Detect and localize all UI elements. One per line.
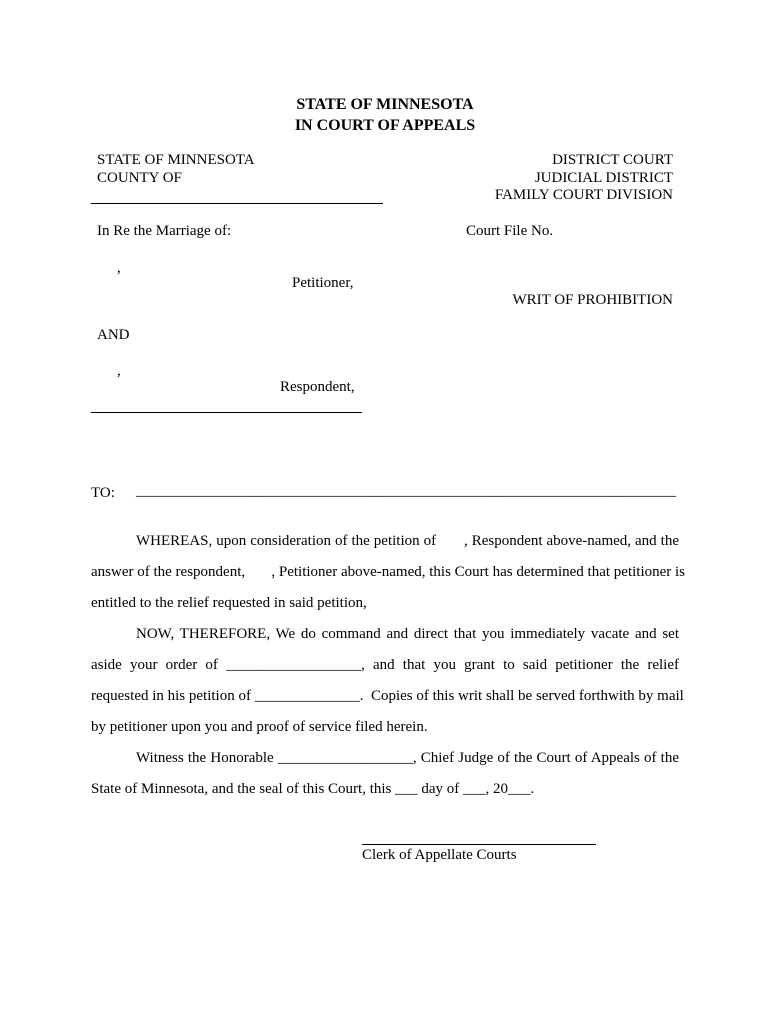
petitioner-name-comma: , (117, 260, 121, 276)
caption-state: STATE OF MINNESOTA (97, 152, 255, 168)
signature-clerk-label: Clerk of Appellate Courts (362, 847, 517, 863)
court-file-number: Court File No. (466, 223, 554, 239)
to-label: TO: (91, 485, 115, 501)
petitioner-label: Petitioner, (292, 275, 354, 291)
caption-family-division: FAMILY COURT DIVISION (494, 187, 673, 203)
document-title-court: IN COURT OF APPEALS (294, 117, 476, 134)
paragraph-therefore-line-1: NOW, THEREFORE, We do command and direct that you immediately vacate and set (136, 626, 679, 642)
paragraph-whereas-line-3: entitled to the relief requested in said petition, (91, 595, 367, 611)
paragraph-therefore-line-3: requested in his petition of ______________. Copies of this writ shall be served forthwith by mail (91, 688, 684, 704)
paragraph-witness-line-1: Witness the Honorable __________________, Chief Judge of the Court of Appeals of the (136, 750, 679, 766)
caption-judicial-district: JUDICIAL DISTRICT (534, 170, 673, 186)
paragraph-whereas-line-2: answer of the respondent, , Petitioner above-named, this Court has determined that petitioner is (91, 564, 686, 580)
document-type: WRIT OF PROHIBITION (512, 292, 673, 308)
caption-bottom-rule (91, 412, 362, 413)
respondent-name-comma: , (117, 363, 121, 379)
paragraph-whereas-line-1: WHEREAS, upon consideration of the petition of , Respondent above-named, and the (136, 533, 679, 549)
caption-county: COUNTY OF (97, 170, 182, 186)
to-blank-line: ________________________________________________________________________ (136, 483, 676, 499)
county-underline (91, 203, 383, 204)
in-re-marriage: In Re the Marriage of: (97, 223, 232, 239)
paragraph-therefore-line-4: by petitioner upon you and proof of service filed herein. (91, 719, 428, 735)
paragraph-witness-line-2: State of Minnesota, and the seal of this Court, this ___ day of ___, 20___. (91, 781, 535, 797)
respondent-label: Respondent, (280, 379, 355, 395)
paragraph-therefore-line-2: aside your order of __________________, and that you grant to said petitioner the relief (91, 657, 679, 673)
document-title-state: STATE OF MINNESOTA (296, 96, 474, 113)
signature-line (362, 844, 596, 845)
caption-district-court: DISTRICT COURT (552, 152, 673, 168)
and-separator: AND (97, 327, 130, 343)
